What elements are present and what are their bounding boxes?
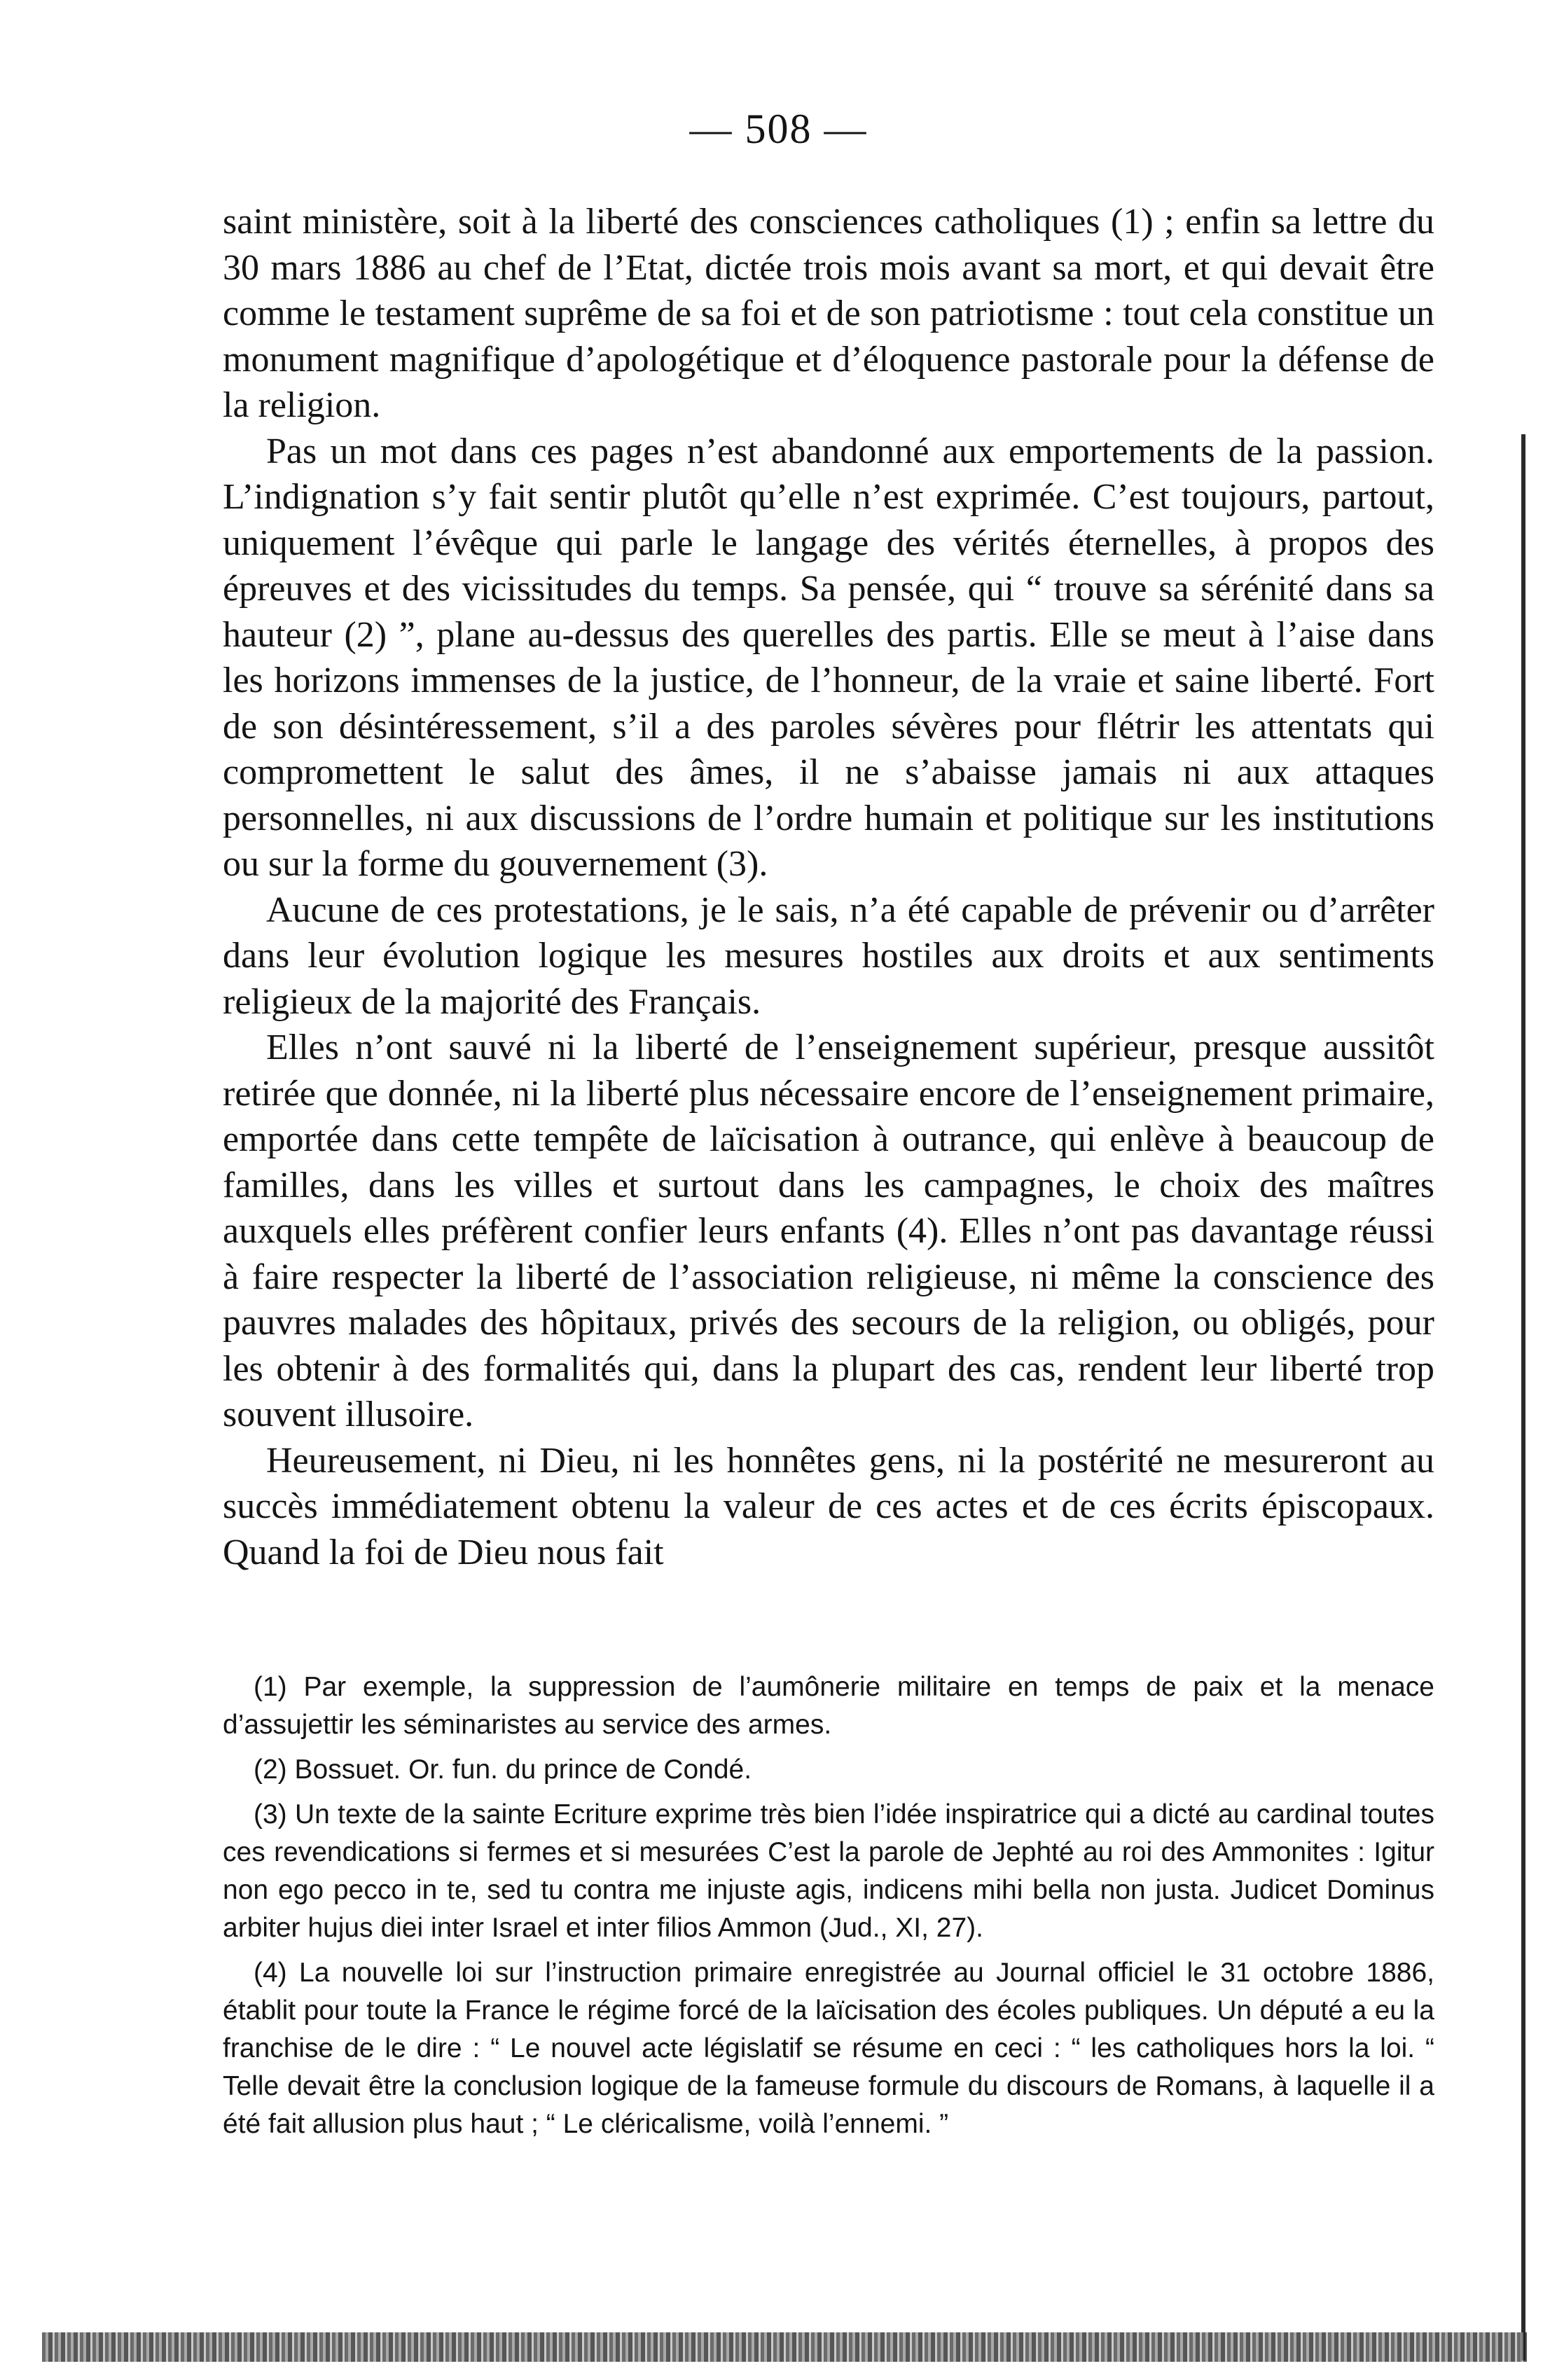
paragraph: saint ministère, soit à la liberté des consciences catholiques (1) ; enfin sa lettre du 30 mars 1886 au chef de l’Etat, dictée trois mois avant sa mort, et qui devait être comme le testament suprême de sa foi et de son patriotisme : tout cela constitue un monument magnifique d’apologétique et d’éloquence pastorale pour la défense de la religion. xyxy=(223,202,1434,425)
page-number: — 508 — xyxy=(689,106,868,152)
paragraph: Elles n’ont sauvé ni la liberté de l’enseignement supérieur, presque aussitôt retirée que donnée, ni la liberté plus nécessaire encore de l’enseignement primaire, emportée dans cette tempête de laïcisation à outrance, qui enlève à beaucoup de familles, dans les villes et surtout dans les campagnes, le choix des maîtres auxquels elles préfèrent confier leurs enfants (4). Elles n’ont pas davantage réussi à faire respecter la liberté de l’association religieuse, ni même la conscience des pauvres malades des hôpitaux, privés des secours de la religion, ou obligés, pour les obtenir à des formalités qui, dans la plupart des cas, rendent leur liberté trop souvent illusoire. xyxy=(223,1028,1434,1434)
paragraph: Heureusement, ni Dieu, ni les honnêtes gens, ni la postérité ne mesureront au succès immédiatement obtenu la valeur de ces actes et de ces écrits épiscopaux. Quand la foi de Dieu nous fait xyxy=(223,1440,1434,1572)
footnote-4: (4) La nouvelle loi sur l’instruction primaire enregistrée au Journal officiel le 31 octobre 1886, établit pour toute la France le régime forcé de la laïcisation des écoles publiques. Un député a eu la franchise de le dire : “ Le nouvel acte législatif se résume en ceci : “ les catholiques hors la loi. “ Telle devait être la conclusion logique de la fameuse formule du discours de Romans, à laquelle il a été fait allusion plus haut ; “ Le cléricalisme, voilà l’ennemi. ” xyxy=(223,1958,1434,2139)
footnote-3: (3) Un texte de la sainte Ecriture exprime très bien l’idée inspiratrice qui a dicté au cardinal toutes ces revendications si fermes et si mesurées C’est la parole de Jephté au roi des Ammonites : Igitur non ego pecco in te, sed tu contra me injuste agis, indicens mihi bella non justa. Judicet Dominus arbiter hujus diei inter Israel et inter filios Ammon (Jud., XI, 27). xyxy=(223,1799,1434,1943)
paragraph: Pas un mot dans ces pages n’est abandonné aux emportements de la passion. L’indignation s’y fait sentir plutôt qu’elle n’est exprimée. C’est toujours, partout, uniquement l’évêque qui parle le langage des vérités éternelles, à propos des épreuves et des vicissitudes du temps. Sa pensée, qui “ trouve sa sérénité dans sa hauteur (2) ”, plane au-dessus des querelles des partis. Elle se meut à l’aise dans les horizons immenses de la justice, de l’honneur, de la vraie et saine liberté. Fort de son désintéressement, s’il a des paroles sévères pour flétrir les attentats qui compromettent le salut des âmes, il ne s’abaisse jamais ni aux attaques personnelles, ni aux discussions de l’ordre humain et politique sur les institutions ou sur la forme du gouvernement (3). xyxy=(223,431,1434,884)
body-text xyxy=(223,199,1434,1575)
footnotes xyxy=(223,1668,1434,2150)
page-edge-line xyxy=(1521,434,1525,2360)
paragraph: Aucune de ces protestations, je le sais, n’a été capable de prévenir ou d’arrêter dans leur évolution logique les mesures hostiles aux droits et aux sentiments religieux de la majorité des Français. xyxy=(223,890,1434,1022)
scan-bottom-edge xyxy=(42,2332,1527,2362)
footnote-1: (1) Par exemple, la suppression de l’aumônerie militaire en temps de paix et la menace d’assujettir les séminaristes au service des armes. xyxy=(223,1672,1434,1740)
footnote-2: (2) Bossuet. Or. fun. du prince de Condé. xyxy=(254,1755,752,1785)
